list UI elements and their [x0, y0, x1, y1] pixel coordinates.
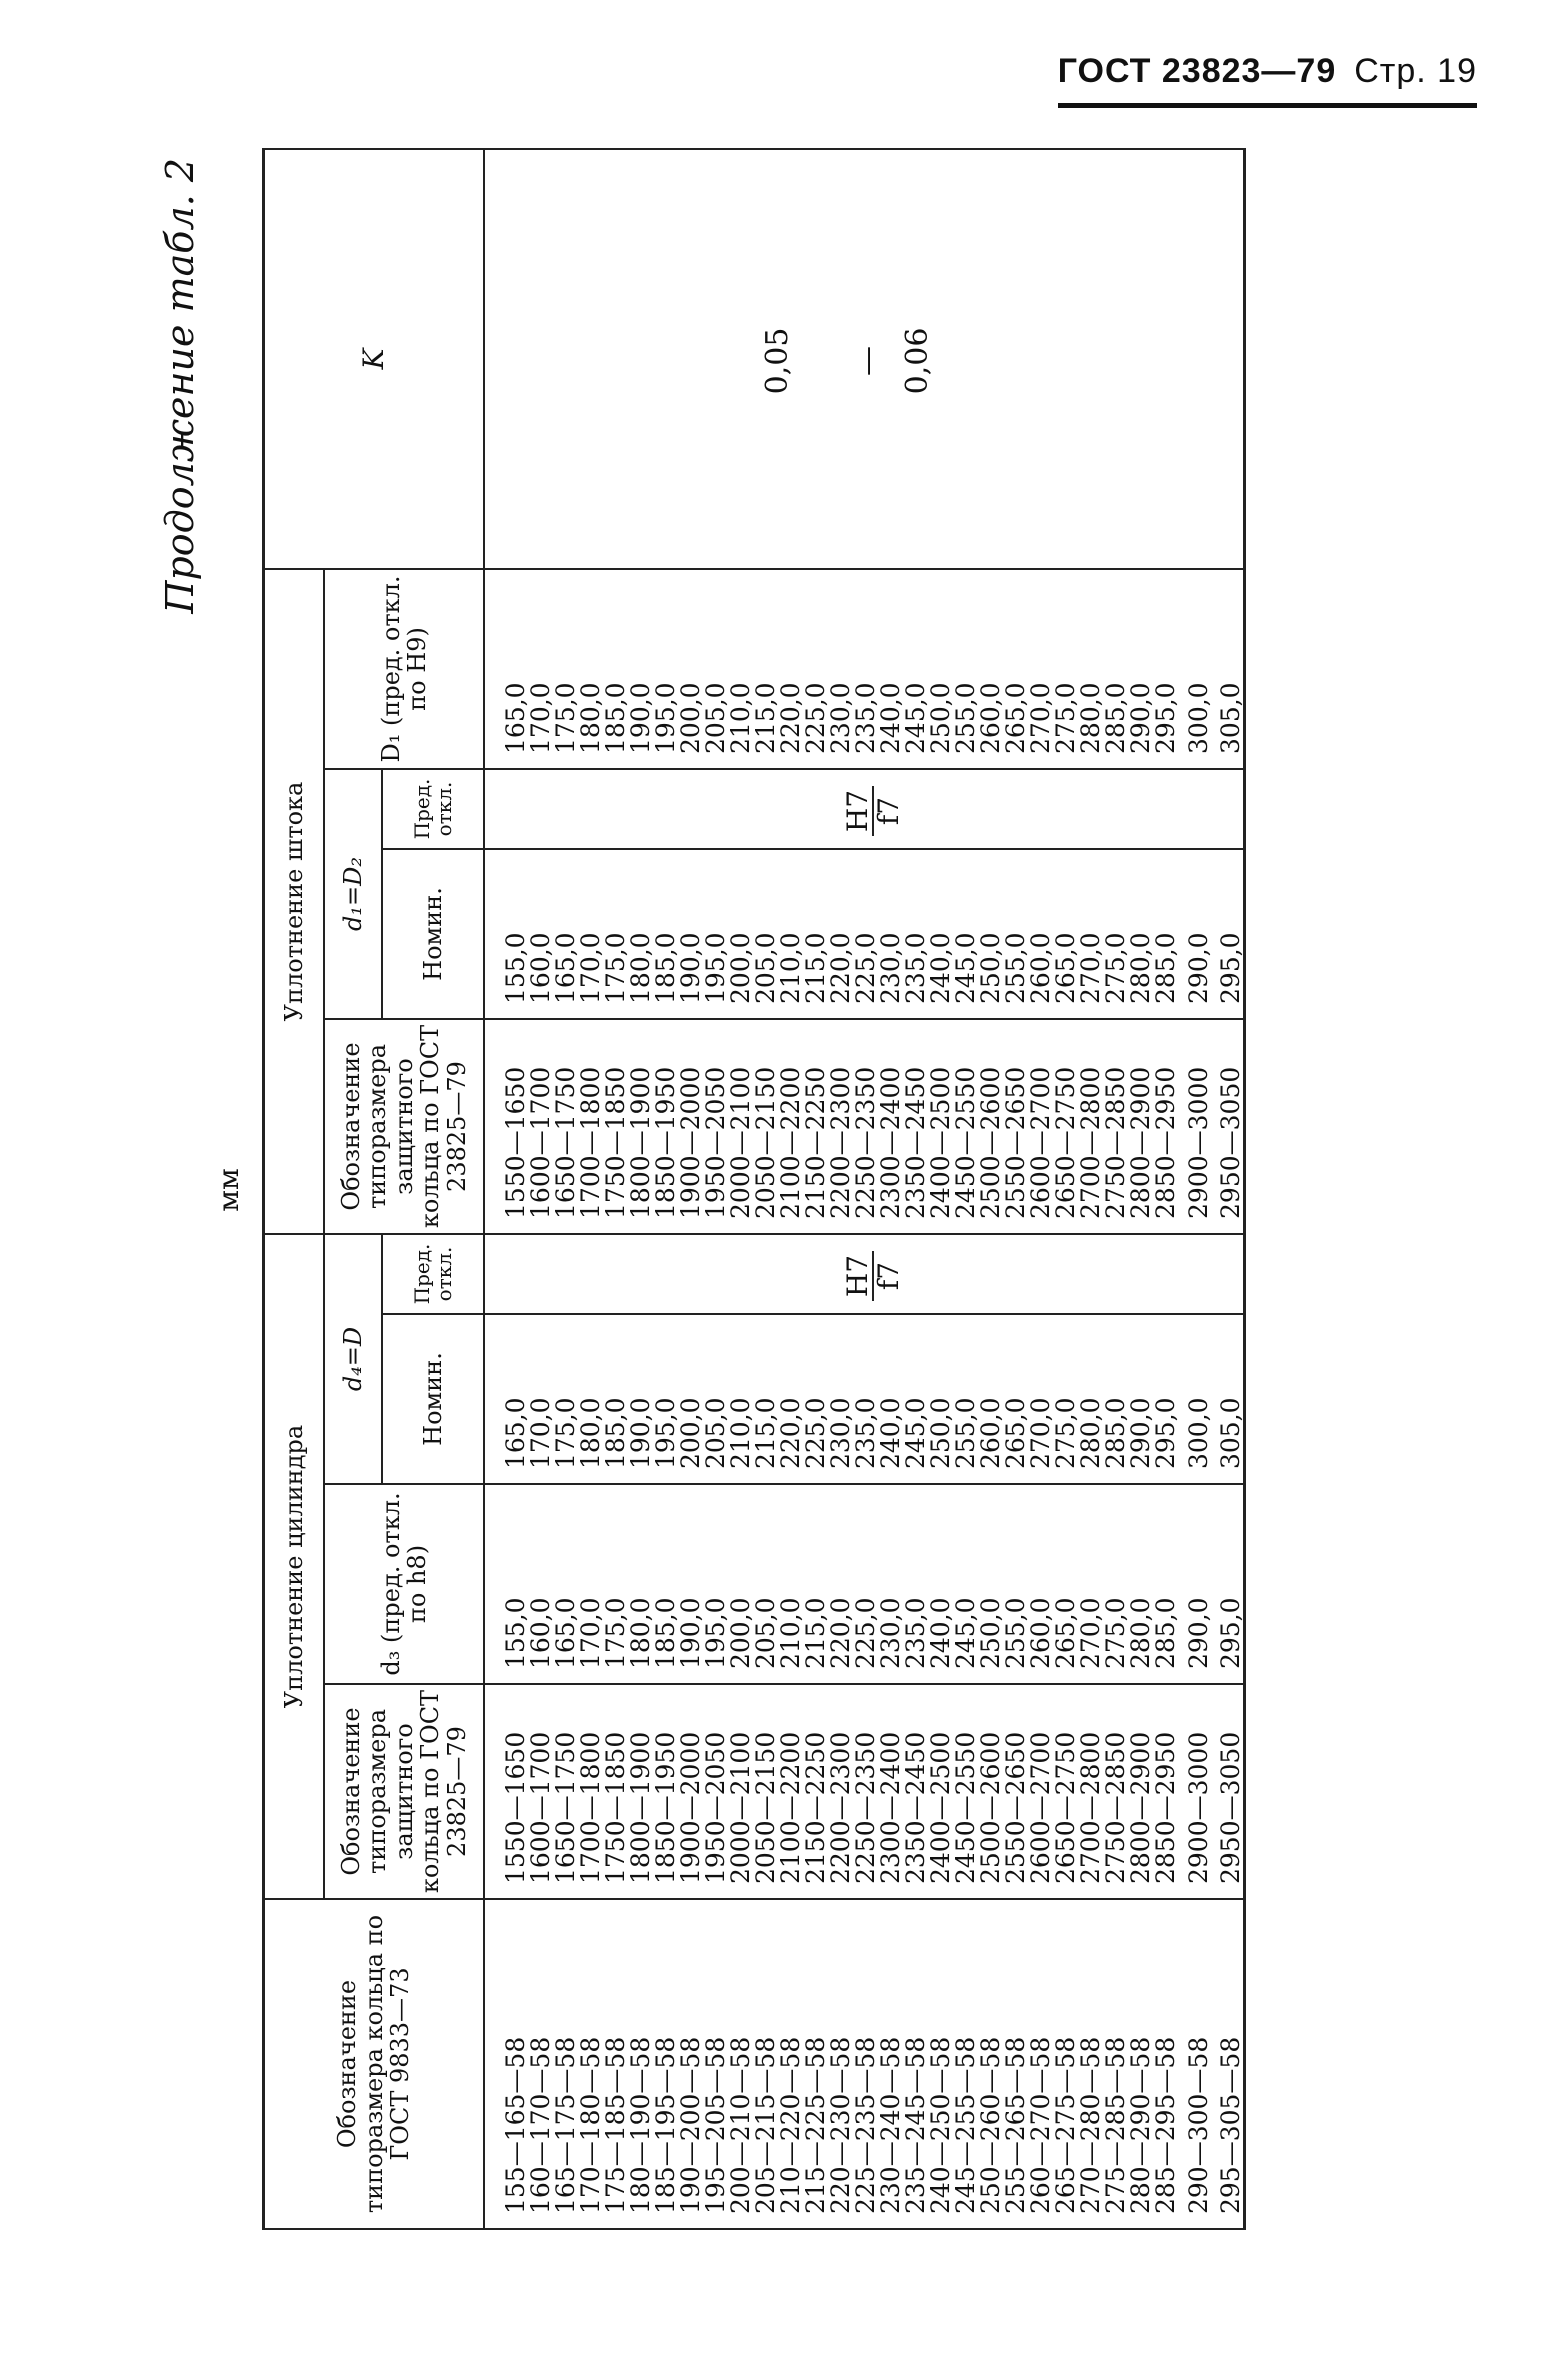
cell-rod-protective-ring: 1850—1950: [653, 1019, 678, 1234]
cell-rod-D1: 185,0: [603, 569, 628, 769]
cell-rod-d1-nominal: 245,0: [953, 849, 978, 1019]
cell-ring: 290—300—58: [1178, 1899, 1218, 2229]
cell-cyl-d4-nominal: 205,0: [703, 1314, 728, 1484]
header-cyl-d3: d₃ (пред. откл. по h8): [324, 1484, 484, 1684]
header-cyl-d4: d₄=D: [324, 1234, 382, 1484]
cell-rod-D1: 210,0: [728, 569, 753, 769]
cell-cyl-protective-ring: 2650—2750: [1053, 1684, 1078, 1899]
cell-rod-protective-ring: 2400—2500: [928, 1019, 953, 1234]
cell-rod-D1: 300,0: [1178, 569, 1218, 769]
cell-cyl-d3: 290,0: [1178, 1484, 1218, 1684]
cell-cyl-protective-ring: 2750—2850: [1103, 1684, 1128, 1899]
cell-rod-protective-ring: 2150—2250: [803, 1019, 828, 1234]
k-dash: —: [850, 345, 885, 376]
cell-ring: 235—245—58: [903, 1899, 928, 2229]
k-values: [484, 149, 1245, 569]
cell-cyl-d4-nominal: 285,0: [1103, 1314, 1128, 1484]
cell-cyl-protective-ring: 1650—1750: [553, 1684, 578, 1899]
cell-rod-protective-ring: 1750—1850: [603, 1019, 628, 1234]
cell-rod-D1: 215,0: [753, 569, 778, 769]
cell-cyl-d3: 295,0: [1218, 1484, 1245, 1684]
cell-rod-d1-nominal: 240,0: [928, 849, 953, 1019]
cell-ring: 180—190—58: [628, 1899, 653, 2229]
cell-ring: 255—265—58: [1003, 1899, 1028, 2229]
cell-rod-protective-ring: 2650—2750: [1053, 1019, 1078, 1234]
cell-cyl-d3: 205,0: [753, 1484, 778, 1684]
header-cyl-nominal: Номин.: [382, 1314, 484, 1484]
cell-ring: 200—210—58: [728, 1899, 753, 2229]
cell-cyl-d4-nominal: 175,0: [553, 1314, 578, 1484]
cell-cyl-d4-nominal: 220,0: [778, 1314, 803, 1484]
cell-ring: 220—230—58: [828, 1899, 853, 2229]
fit-hole: H7: [843, 786, 874, 836]
cell-ring: 280—290—58: [1128, 1899, 1153, 2229]
cell-rod-D1: 165,0: [484, 569, 528, 769]
cell-cyl-d4-nominal: 180,0: [578, 1314, 603, 1484]
cell-cyl-protective-ring: 2150—2250: [803, 1684, 828, 1899]
cell-rod-d1-nominal: 230,0: [878, 849, 903, 1019]
cell-rod-d1-nominal: 155,0: [484, 849, 528, 1019]
cell-cyl-d4-nominal: 305,0: [1218, 1314, 1245, 1484]
header-rod-tolerance: Пред. откл.: [382, 769, 484, 849]
cell-rod-protective-ring: 2800—2900: [1128, 1019, 1153, 1234]
cell-rod-D1: 220,0: [778, 569, 803, 769]
cell-rod-d1-nominal: 165,0: [553, 849, 578, 1019]
cell-ring: 175—185—58: [603, 1899, 628, 2229]
cell-rod-protective-ring: 2050—2150: [753, 1019, 778, 1234]
cell-ring: 160—170—58: [528, 1899, 553, 2229]
cell-cyl-d3: 160,0: [528, 1484, 553, 1684]
cell-cyl-protective-ring: 1900—2000: [678, 1684, 703, 1899]
cell-rod-d1-nominal: 270,0: [1078, 849, 1103, 1019]
cell-ring: 270—280—58: [1078, 1899, 1103, 2229]
cell-cyl-protective-ring: 2300—2400: [878, 1684, 903, 1899]
header-rod-D1: D₁ (пред. откл. по H9): [324, 569, 484, 769]
cell-cyl-d4-nominal: 265,0: [1003, 1314, 1028, 1484]
cell-cyl-d4-nominal: 290,0: [1128, 1314, 1153, 1484]
cell-rod-d1-nominal: 220,0: [828, 849, 853, 1019]
cell-rod-d1-nominal: 180,0: [628, 849, 653, 1019]
cell-rod-D1: 255,0: [953, 569, 978, 769]
cell-cyl-d3: 200,0: [728, 1484, 753, 1684]
cell-rod-D1: 200,0: [678, 569, 703, 769]
cell-rod-protective-ring: 1950—2050: [703, 1019, 728, 1234]
cell-rod-protective-ring: 2200—2300: [828, 1019, 853, 1234]
cell-rod-protective-ring: 2450—2550: [953, 1019, 978, 1234]
cell-cyl-protective-ring: 1600—1700: [528, 1684, 553, 1899]
cell-rod-d1-nominal: 275,0: [1103, 849, 1128, 1019]
cell-cyl-d4-nominal: 215,0: [753, 1314, 778, 1484]
cell-rod-protective-ring: 1550—1650: [484, 1019, 528, 1234]
header-cyl-tolerance: Пред. откл.: [382, 1234, 484, 1314]
cell-cyl-protective-ring: 2950—3050: [1218, 1684, 1245, 1899]
cell-cyl-protective-ring: 2800—2900: [1128, 1684, 1153, 1899]
k-value: 0,06: [900, 327, 935, 395]
cell-cyl-d4-nominal: 190,0: [628, 1314, 653, 1484]
cell-cyl-d4-nominal: 245,0: [903, 1314, 928, 1484]
cell-cyl-d3: 165,0: [553, 1484, 578, 1684]
cell-ring: 260—270—58: [1028, 1899, 1053, 2229]
page-number: Стр. 19: [1354, 52, 1477, 90]
cell-rod-d1-nominal: 215,0: [803, 849, 828, 1019]
cell-rod-d1-nominal: 200,0: [728, 849, 753, 1019]
cell-cyl-d4-nominal: 210,0: [728, 1314, 753, 1484]
header-k: K: [264, 149, 485, 569]
cell-cyl-d4-nominal: 225,0: [803, 1314, 828, 1484]
cell-cyl-d3: 270,0: [1078, 1484, 1103, 1684]
cell-rod-d1-nominal: 170,0: [578, 849, 603, 1019]
cell-cyl-d4-nominal: 260,0: [978, 1314, 1003, 1484]
cell-rod-D1: 180,0: [578, 569, 603, 769]
header-cylinder-seal: Уплотнение цилиндра: [264, 1234, 325, 1899]
table-row: [484, 149, 528, 2229]
cell-ring: 170—180—58: [578, 1899, 603, 2229]
cell-cyl-d4-nominal: 250,0: [928, 1314, 953, 1484]
cell-cyl-protective-ring: 2400—2500: [928, 1684, 953, 1899]
cell-ring: 295—305—58: [1218, 1899, 1245, 2229]
cell-rod-protective-ring: 2300—2400: [878, 1019, 903, 1234]
cell-cyl-d3: 235,0: [903, 1484, 928, 1684]
fit-fraction: [840, 1251, 905, 1301]
cell-cyl-protective-ring: 1850—1950: [653, 1684, 678, 1899]
cell-rod-protective-ring: 1800—1900: [628, 1019, 653, 1234]
cell-ring: 155—165—58: [484, 1899, 528, 2229]
fit-shaft: f7: [872, 1261, 905, 1291]
cell-cyl-d3: 250,0: [978, 1484, 1003, 1684]
cell-cyl-d4-nominal: 300,0: [1178, 1314, 1218, 1484]
cell-rod-protective-ring: 2250—2350: [853, 1019, 878, 1234]
cell-rod-protective-ring: 2950—3050: [1218, 1019, 1245, 1234]
cell-rod-d1-nominal: 280,0: [1128, 849, 1153, 1019]
cell-rod-D1: 205,0: [703, 569, 728, 769]
cell-cyl-d3: 180,0: [628, 1484, 653, 1684]
cell-cyl-d4-nominal: 165,0: [484, 1314, 528, 1484]
cell-rod-protective-ring: 2700—2800: [1078, 1019, 1103, 1234]
cell-rod-protective-ring: 1650—1750: [553, 1019, 578, 1234]
cell-rod-D1: 270,0: [1028, 569, 1053, 769]
cell-rod-D1: 240,0: [878, 569, 903, 769]
cell-cyl-d3: 265,0: [1053, 1484, 1078, 1684]
cell-rod-D1: 295,0: [1153, 569, 1178, 769]
table-body: [484, 149, 1245, 2229]
cell-rod-protective-ring: 2600—2700: [1028, 1019, 1053, 1234]
cell-cyl-protective-ring: 2000—2100: [728, 1684, 753, 1899]
cell-cyl-d3: 285,0: [1153, 1484, 1178, 1684]
rotated-table-area: [150, 150, 1470, 2230]
cell-rod-d1-nominal: 265,0: [1053, 849, 1078, 1019]
standard-number: ГОСТ 23823—79: [1057, 52, 1337, 90]
cell-cyl-d3: 280,0: [1128, 1484, 1153, 1684]
cell-cyl-protective-ring: 1950—2050: [703, 1684, 728, 1899]
fit-shaft: f7: [872, 796, 905, 826]
rod-tolerance-fit: [484, 769, 1245, 849]
cell-cyl-d3: 210,0: [778, 1484, 803, 1684]
cell-cyl-d3: 260,0: [1028, 1484, 1053, 1684]
cell-cyl-protective-ring: 2100—2200: [778, 1684, 803, 1899]
cell-cyl-d3: 215,0: [803, 1484, 828, 1684]
cell-ring: 230—240—58: [878, 1899, 903, 2229]
cell-rod-protective-ring: 2500—2600: [978, 1019, 1003, 1234]
cell-cyl-d4-nominal: 255,0: [953, 1314, 978, 1484]
cell-cyl-protective-ring: 2900—3000: [1178, 1684, 1218, 1899]
k-value: 0,05: [760, 327, 795, 395]
cell-rod-D1: 195,0: [653, 569, 678, 769]
cell-rod-D1: 250,0: [928, 569, 953, 769]
cell-cyl-d4-nominal: 295,0: [1153, 1314, 1178, 1484]
cell-cyl-protective-ring: 2600—2700: [1028, 1684, 1053, 1899]
cell-rod-D1: 245,0: [903, 569, 928, 769]
cell-rod-D1: 190,0: [628, 569, 653, 769]
cell-rod-d1-nominal: 225,0: [853, 849, 878, 1019]
cell-rod-protective-ring: 1600—1700: [528, 1019, 553, 1234]
cell-rod-d1-nominal: 255,0: [1003, 849, 1028, 1019]
cell-cyl-protective-ring: 2850—2950: [1153, 1684, 1178, 1899]
cell-cyl-d4-nominal: 240,0: [878, 1314, 903, 1484]
fit-fraction: [840, 786, 905, 836]
cell-rod-D1: 230,0: [828, 569, 853, 769]
header-rod-d1: d₁=D₂: [324, 769, 382, 1019]
header-rod-seal: Уплотнение штока: [264, 569, 325, 1234]
cell-ring: 205—215—58: [753, 1899, 778, 2229]
cell-cyl-protective-ring: 2350—2450: [903, 1684, 928, 1899]
page-header: [1058, 52, 1477, 108]
cell-rod-protective-ring: 2750—2850: [1103, 1019, 1128, 1234]
cell-cyl-d4-nominal: 235,0: [853, 1314, 878, 1484]
cell-rod-D1: 275,0: [1053, 569, 1078, 769]
cell-cyl-protective-ring: 1750—1850: [603, 1684, 628, 1899]
cell-rod-d1-nominal: 175,0: [603, 849, 628, 1019]
cell-rod-d1-nominal: 250,0: [978, 849, 1003, 1019]
cell-ring: 215—225—58: [803, 1899, 828, 2229]
cell-rod-d1-nominal: 290,0: [1178, 849, 1218, 1019]
cell-cyl-d3: 240,0: [928, 1484, 953, 1684]
cell-ring: 245—255—58: [953, 1899, 978, 2229]
cell-cyl-d3: 175,0: [603, 1484, 628, 1684]
cell-rod-d1-nominal: 235,0: [903, 849, 928, 1019]
cell-cyl-protective-ring: 2450—2550: [953, 1684, 978, 1899]
cell-rod-D1: 265,0: [1003, 569, 1028, 769]
cell-rod-d1-nominal: 190,0: [678, 849, 703, 1019]
cell-cyl-protective-ring: 2200—2300: [828, 1684, 853, 1899]
cell-ring: 190—200—58: [678, 1899, 703, 2229]
cell-ring: 285—295—58: [1153, 1899, 1178, 2229]
cell-cyl-d3: 255,0: [1003, 1484, 1028, 1684]
header-rod-protective-ring: Обозначение типоразмера защитного кольца по ГОСТ 23825—79: [324, 1019, 484, 1234]
cell-rod-d1-nominal: 185,0: [653, 849, 678, 1019]
cell-cyl-d3: 190,0: [678, 1484, 703, 1684]
cell-rod-D1: 290,0: [1128, 569, 1153, 769]
cell-ring: 210—220—58: [778, 1899, 803, 2229]
header-ring: Обозначение типоразмера кольца по ГОСТ 9833—73: [264, 1899, 485, 2229]
cell-rod-protective-ring: 2900—3000: [1178, 1019, 1218, 1234]
cell-rod-D1: 225,0: [803, 569, 828, 769]
cell-ring: 275—285—58: [1103, 1899, 1128, 2229]
cell-ring: 225—235—58: [853, 1899, 878, 2229]
cell-rod-D1: 235,0: [853, 569, 878, 769]
cell-cyl-protective-ring: 1800—1900: [628, 1684, 653, 1899]
cell-cyl-d3: 230,0: [878, 1484, 903, 1684]
cell-rod-D1: 280,0: [1078, 569, 1103, 769]
dimensions-table: [262, 148, 1246, 2230]
unit-label: мм: [212, 1168, 245, 1212]
cell-rod-protective-ring: 2850—2950: [1153, 1019, 1178, 1234]
cell-rod-D1: 170,0: [528, 569, 553, 769]
cell-cyl-d3: 185,0: [653, 1484, 678, 1684]
cell-cyl-protective-ring: 1700—1800: [578, 1684, 603, 1899]
cell-ring: 240—250—58: [928, 1899, 953, 2229]
cell-cyl-d3: 170,0: [578, 1484, 603, 1684]
cell-cyl-protective-ring: 2250—2350: [853, 1684, 878, 1899]
cell-ring: 195—205—58: [703, 1899, 728, 2229]
cell-cyl-d4-nominal: 185,0: [603, 1314, 628, 1484]
cell-ring: 250—260—58: [978, 1899, 1003, 2229]
cell-rod-D1: 305,0: [1218, 569, 1245, 769]
cell-rod-d1-nominal: 205,0: [753, 849, 778, 1019]
cell-cyl-d3: 195,0: [703, 1484, 728, 1684]
cell-cyl-d3: 155,0: [484, 1484, 528, 1684]
header-rod-nominal: Номин.: [382, 849, 484, 1019]
cell-cyl-d4-nominal: 200,0: [678, 1314, 703, 1484]
cell-cyl-d4-nominal: 170,0: [528, 1314, 553, 1484]
table-caption: Продолжение табл. 2: [158, 158, 202, 614]
fit-hole: H7: [843, 1251, 874, 1301]
cell-rod-protective-ring: 2350—2450: [903, 1019, 928, 1234]
cell-cyl-d3: 275,0: [1103, 1484, 1128, 1684]
cell-rod-d1-nominal: 160,0: [528, 849, 553, 1019]
cell-cyl-d4-nominal: 270,0: [1028, 1314, 1053, 1484]
cell-rod-d1-nominal: 295,0: [1218, 849, 1245, 1019]
header-cyl-protective-ring: Обозначение типоразмера защитного кольца по ГОСТ 23825—79: [324, 1684, 484, 1899]
cell-ring: 265—275—58: [1053, 1899, 1078, 2229]
cell-cyl-d4-nominal: 280,0: [1078, 1314, 1103, 1484]
cell-cyl-d4-nominal: 195,0: [653, 1314, 678, 1484]
cell-rod-d1-nominal: 285,0: [1153, 849, 1178, 1019]
cell-cyl-protective-ring: 2050—2150: [753, 1684, 778, 1899]
cell-cyl-protective-ring: 2550—2650: [1003, 1684, 1028, 1899]
cell-rod-D1: 175,0: [553, 569, 578, 769]
cell-rod-protective-ring: 2550—2650: [1003, 1019, 1028, 1234]
cell-cyl-d4-nominal: 230,0: [828, 1314, 853, 1484]
cell-cyl-d3: 245,0: [953, 1484, 978, 1684]
cyl-tolerance-fit: [484, 1234, 1245, 1314]
cell-cyl-d4-nominal: 275,0: [1053, 1314, 1078, 1484]
cell-rod-protective-ring: 2000—2100: [728, 1019, 753, 1234]
cell-rod-D1: 260,0: [978, 569, 1003, 769]
cell-cyl-protective-ring: 2500—2600: [978, 1684, 1003, 1899]
cell-ring: 165—175—58: [553, 1899, 578, 2229]
cell-rod-protective-ring: 1900—2000: [678, 1019, 703, 1234]
cell-rod-protective-ring: 1700—1800: [578, 1019, 603, 1234]
cell-rod-protective-ring: 2100—2200: [778, 1019, 803, 1234]
cell-rod-d1-nominal: 195,0: [703, 849, 728, 1019]
cell-cyl-d3: 220,0: [828, 1484, 853, 1684]
cell-ring: 185—195—58: [653, 1899, 678, 2229]
cell-cyl-protective-ring: 2700—2800: [1078, 1684, 1103, 1899]
cell-cyl-protective-ring: 1550—1650: [484, 1684, 528, 1899]
cell-rod-d1-nominal: 260,0: [1028, 849, 1053, 1019]
cell-rod-D1: 285,0: [1103, 569, 1128, 769]
cell-rod-d1-nominal: 210,0: [778, 849, 803, 1019]
cell-cyl-d3: 225,0: [853, 1484, 878, 1684]
